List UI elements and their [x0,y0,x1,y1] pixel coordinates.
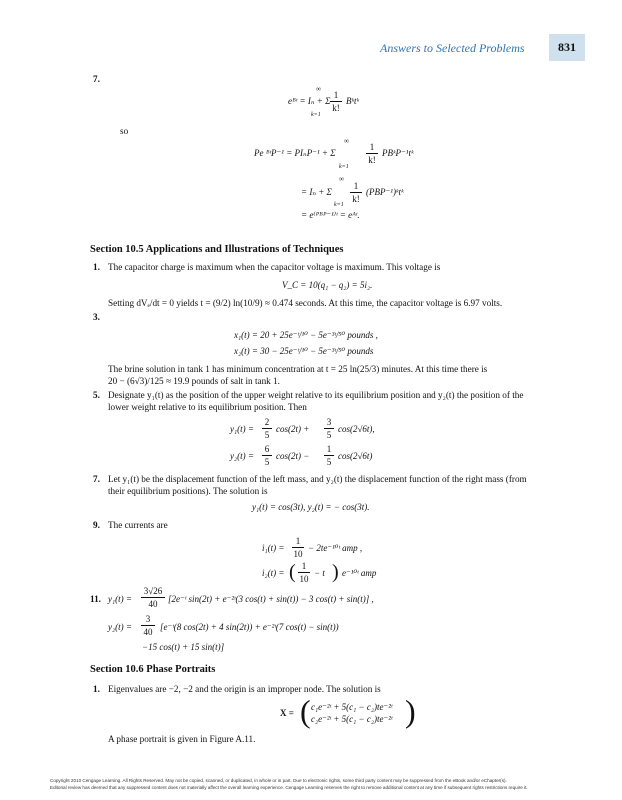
equation: − 2te⁻¹⁰ᵗ amp , [308,543,363,553]
right-paren: ) [405,693,416,729]
frac-num: 3 [145,614,151,624]
equation: − t [314,568,325,578]
fraction [298,561,310,584]
fraction [292,536,304,559]
sum-lower-limit: k=1 [311,112,321,118]
paragraph: The capacitor charge is maximum when the capacitor voltage is maximum. This voltage is [108,262,441,272]
equation: cos(2t) − [276,451,310,461]
equation: Pe ᴮᵗP⁻¹ = PIₙP⁻¹ + Σ [254,148,336,158]
frac-num: 1 [301,561,307,571]
frac-bar [330,101,342,102]
frac-den: 5 [326,457,332,467]
problem-number: 1. [93,262,100,272]
frac-bar [298,572,310,573]
section-heading: Section 10.6 Phase Portraits [90,664,216,675]
equation: x₂(t) = 30 − 25e⁻ᵗ/¹⁰ − 5e⁻³ᵗ/⁵⁰ pounds [234,346,374,356]
paragraph: The currents are [108,520,168,530]
text-so: so [120,126,129,136]
frac-bar [141,597,165,598]
fraction [366,142,378,165]
frac-den: 5 [264,430,270,440]
frac-den: k! [368,155,376,165]
left-paren: ( [289,561,296,583]
problem-number: 7. [93,74,100,84]
paragraph: A phase portrait is given in Figure A.11. [108,734,256,744]
equation: y₂(t) = [230,451,254,461]
problem-number: 9. [93,520,100,530]
running-header-title: Answers to Selected Problems [380,41,525,55]
copyright-line: Copyright 2010 Cengage Learning. All Rights Reserved. May not be copied, scanned, or duplicated, in whole or in part. Due to electronic rights, some third party content may be suppressed from the eBook and/or eChapter(s). [50,778,507,783]
fraction [350,181,362,204]
equation: [e⁻ᵗ(8 cos(2t) + 4 sin(2t)) + e⁻²ᵗ(7 cos(t) − sin(t)) [160,622,339,632]
fraction [262,444,272,467]
problem-number: 3. [93,312,100,322]
matrix-row: c₁e⁻²ᵗ + 5(c₁ − c₂)te⁻²ᵗ [311,702,393,712]
equation: cos(2√6t), [338,424,375,434]
equation: i₁(t) = [262,543,285,553]
frac-den: 5 [264,457,270,467]
equation: V_C = 10(q₁ − q₂) = 5i₂. [282,280,373,290]
frac-bar [262,428,272,429]
sum-lower-limit: k=1 [334,202,344,208]
equation: Bᵏtᵏ [346,96,360,106]
equation: e⁻¹⁰ᵗ amp [342,568,377,578]
frac-bar [141,625,155,626]
frac-num: 6 [264,444,270,454]
frac-num: 1 [333,90,339,100]
left-paren: ( [300,693,311,729]
equation: eᴮᵗ = Iₙ + Σ [288,96,331,106]
paragraph: Let y₁(t) be the displacement function of the left mass, and y₂(t) the displacement function of the right mass (from [108,474,527,484]
paragraph: 20 − (6√3)/125 ≈ 19.9 pounds of salt in tank 1. [108,376,280,386]
fraction [141,614,155,637]
copyright-line: Editorial review has deemed that any suppressed content does not materially affect the overall learning experience. Cengage Learning reserves the right to remove additional content at any time if subsequent rights restrictions require it. [50,785,528,790]
equation: y₂(t) = [108,622,132,632]
matrix-label: X = [280,708,294,718]
fraction [141,586,165,609]
equation: y₁(t) = cos(3t), y₂(t) = − cos(3t). [252,502,370,512]
equation: y₁(t) = [230,424,254,434]
sum-upper-limit: ∞ [339,175,344,183]
frac-bar [350,192,362,193]
equation: cos(2t) + [276,424,310,434]
sum-upper-limit: ∞ [344,137,349,145]
frac-num: 2 [264,417,270,427]
frac-den: 10 [293,549,303,559]
frac-den: 40 [148,599,158,609]
equation: x₁(t) = 20 + 25e⁻ᵗ/¹⁰ − 5e⁻³ᵗ/⁵⁰ pounds , [234,330,378,340]
equation: y₁(t) = [108,594,132,604]
equation: PBᵏP⁻¹tᵏ [382,148,414,158]
problem-number: 11. [90,594,101,604]
frac-den: k! [332,103,340,113]
frac-bar [292,547,304,548]
paragraph: Designate y₁(t) as the position of the upper weight relative to its equilibrium position and y₂(t) the position of the [108,390,524,400]
equation: = Iₙ + Σ [301,187,332,197]
frac-num: 1 [369,142,375,152]
frac-bar [324,455,334,456]
paragraph: their equilibrium positions). The solution is [108,486,268,496]
frac-den: 5 [326,430,332,440]
right-paren: ) [332,561,339,583]
problem-number: 7. [93,474,100,484]
fraction [324,444,334,467]
sum-upper-limit: ∞ [316,85,321,93]
problem-number: 5. [93,390,100,400]
frac-bar [324,428,334,429]
sum-lower-limit: k=1 [339,164,349,170]
fraction [324,417,334,440]
frac-num: 3√26 [143,586,163,596]
fraction [330,90,342,113]
equation: i₂(t) = [262,568,285,578]
matrix-row: c₂e⁻²ᵗ + 5(c₁ − c₂)te⁻²ᵗ [311,714,393,724]
frac-bar [366,153,378,154]
equation: (PBP⁻¹)ᵏtᵏ [366,187,404,197]
frac-num: 3 [326,417,332,427]
paragraph: The brine solution in tank 1 has minimum concentration at t = 25 ln(25/3) minutes. At this time there is [108,364,488,374]
equation: [2e⁻ᵗ sin(2t) + e⁻²ᵗ(3 cos(t) + sin(t)) − 3 cos(t) + sin(t)] , [168,594,374,604]
equation: −15 cos(t) + 15 sin(t)] [142,642,225,652]
frac-num: 1 [326,444,332,454]
frac-bar [262,455,272,456]
frac-den: k! [352,194,360,204]
paragraph: lower weight relative to its equilibrium position. Then [108,402,307,412]
page-number: 831 [549,34,585,61]
section-heading: Section 10.5 Applications and Illustrations of Techniques [90,244,344,255]
equation: cos(2√6t) [338,451,373,461]
frac-den: 40 [143,627,153,637]
fraction [262,417,272,440]
frac-num: 1 [295,536,301,546]
frac-num: 1 [353,181,359,191]
equation: = e⁽ᴾᴮᴾ⁻¹⁾ᵗ = eᴬᵗ. [301,210,360,220]
paragraph: Eigenvalues are −2, −2 and the origin is an improper node. The solution is [108,684,381,694]
problem-number: 1. [93,684,100,694]
frac-den: 10 [299,574,309,584]
paragraph: Setting dVₑ/dt = 0 yields t = (9/2) ln(10/9) ≈ 0.474 seconds. At this time, the capacitor voltage is 6.97 volts. [108,298,503,308]
